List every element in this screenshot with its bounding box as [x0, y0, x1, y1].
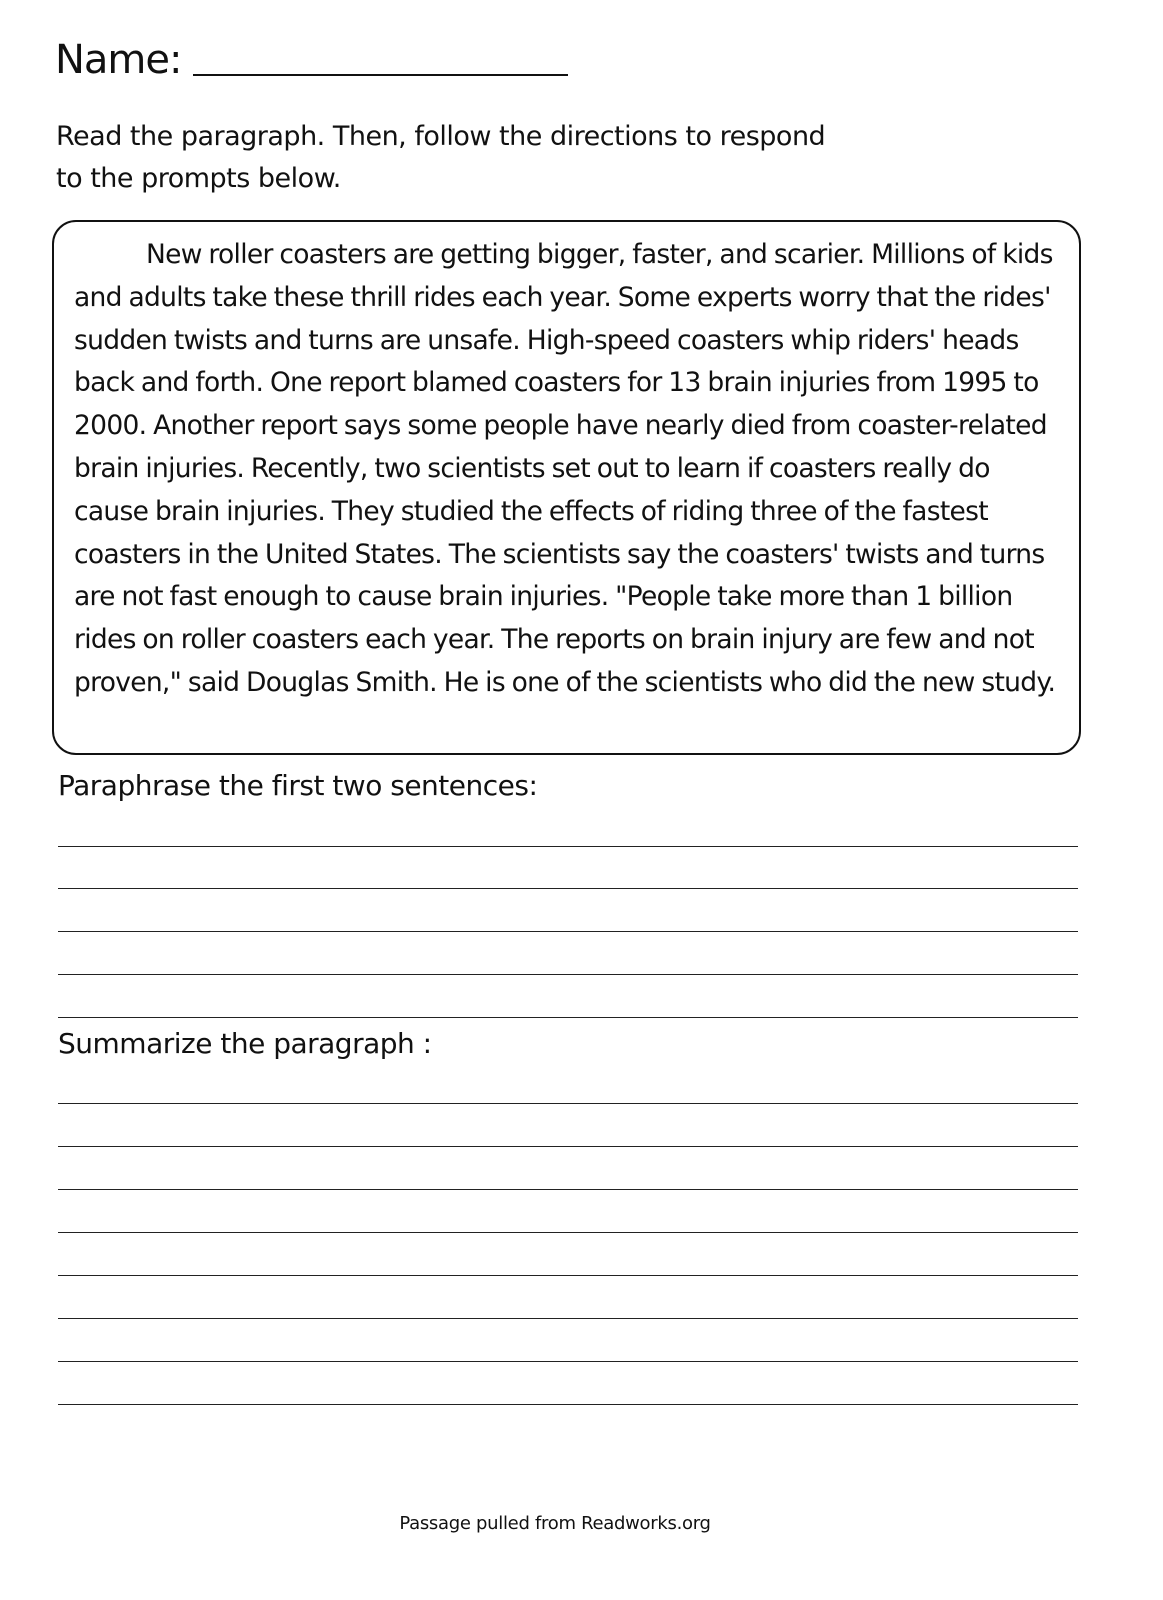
summary-answer-line[interactable] [58, 1275, 1078, 1276]
footer-credit: Passage pulled from Readworks.org [399, 1513, 711, 1534]
paraphrase-answer-line[interactable] [58, 1017, 1078, 1018]
summary-answer-line[interactable] [58, 1103, 1078, 1104]
passage-box [52, 220, 1081, 755]
summary-answer-line[interactable] [58, 1318, 1078, 1319]
paraphrase-answer-line[interactable] [58, 974, 1078, 975]
paraphrase-answer-line[interactable] [58, 888, 1078, 889]
instructions-line-1: Read the paragraph. Then, follow the directions to respond [56, 121, 826, 152]
paraphrase-answer-line[interactable] [58, 846, 1078, 847]
name-row [55, 34, 568, 86]
paraphrase-answer-line[interactable] [58, 931, 1078, 932]
summary-answer-line[interactable] [58, 1189, 1078, 1190]
name-label: Name: [55, 37, 182, 83]
summary-answer-line[interactable] [58, 1232, 1078, 1233]
name-field-line[interactable] [193, 74, 568, 76]
instructions-line-2: to the prompts below. [56, 163, 341, 194]
summary-answer-line[interactable] [58, 1404, 1078, 1405]
summarize-prompt: Summarize the paragraph : [58, 1027, 432, 1060]
passage-text: New roller coasters are getting bigger, faster, and scarier. Millions of kids and adults take these thrill rides each year. Some experts worry that the rides' sudden twists and turns are unsafe. High-speed coasters whip riders' heads back and forth. One report blamed coasters for 13 brain injuries from 1995 to 2000. Another report says some people have nearly died from coaster-related brain injuries. Recently, two scientists set out to learn if coasters really do cause brain injuries. They studied the effects of riding three of the fastest coasters in the United States. The scientists say the coasters' twists and turns are not fast enough to cause brain injuries. "People take more than 1 billion rides on roller coasters each year. The reports on brain injury are few and not proven," said Douglas Smith. He is one of the scientists who did the new study. [74, 239, 1056, 698]
paraphrase-prompt: Paraphrase the first two sentences: [58, 769, 538, 802]
instructions [56, 116, 876, 200]
summary-answer-line[interactable] [58, 1146, 1078, 1147]
summary-answer-line[interactable] [58, 1361, 1078, 1362]
